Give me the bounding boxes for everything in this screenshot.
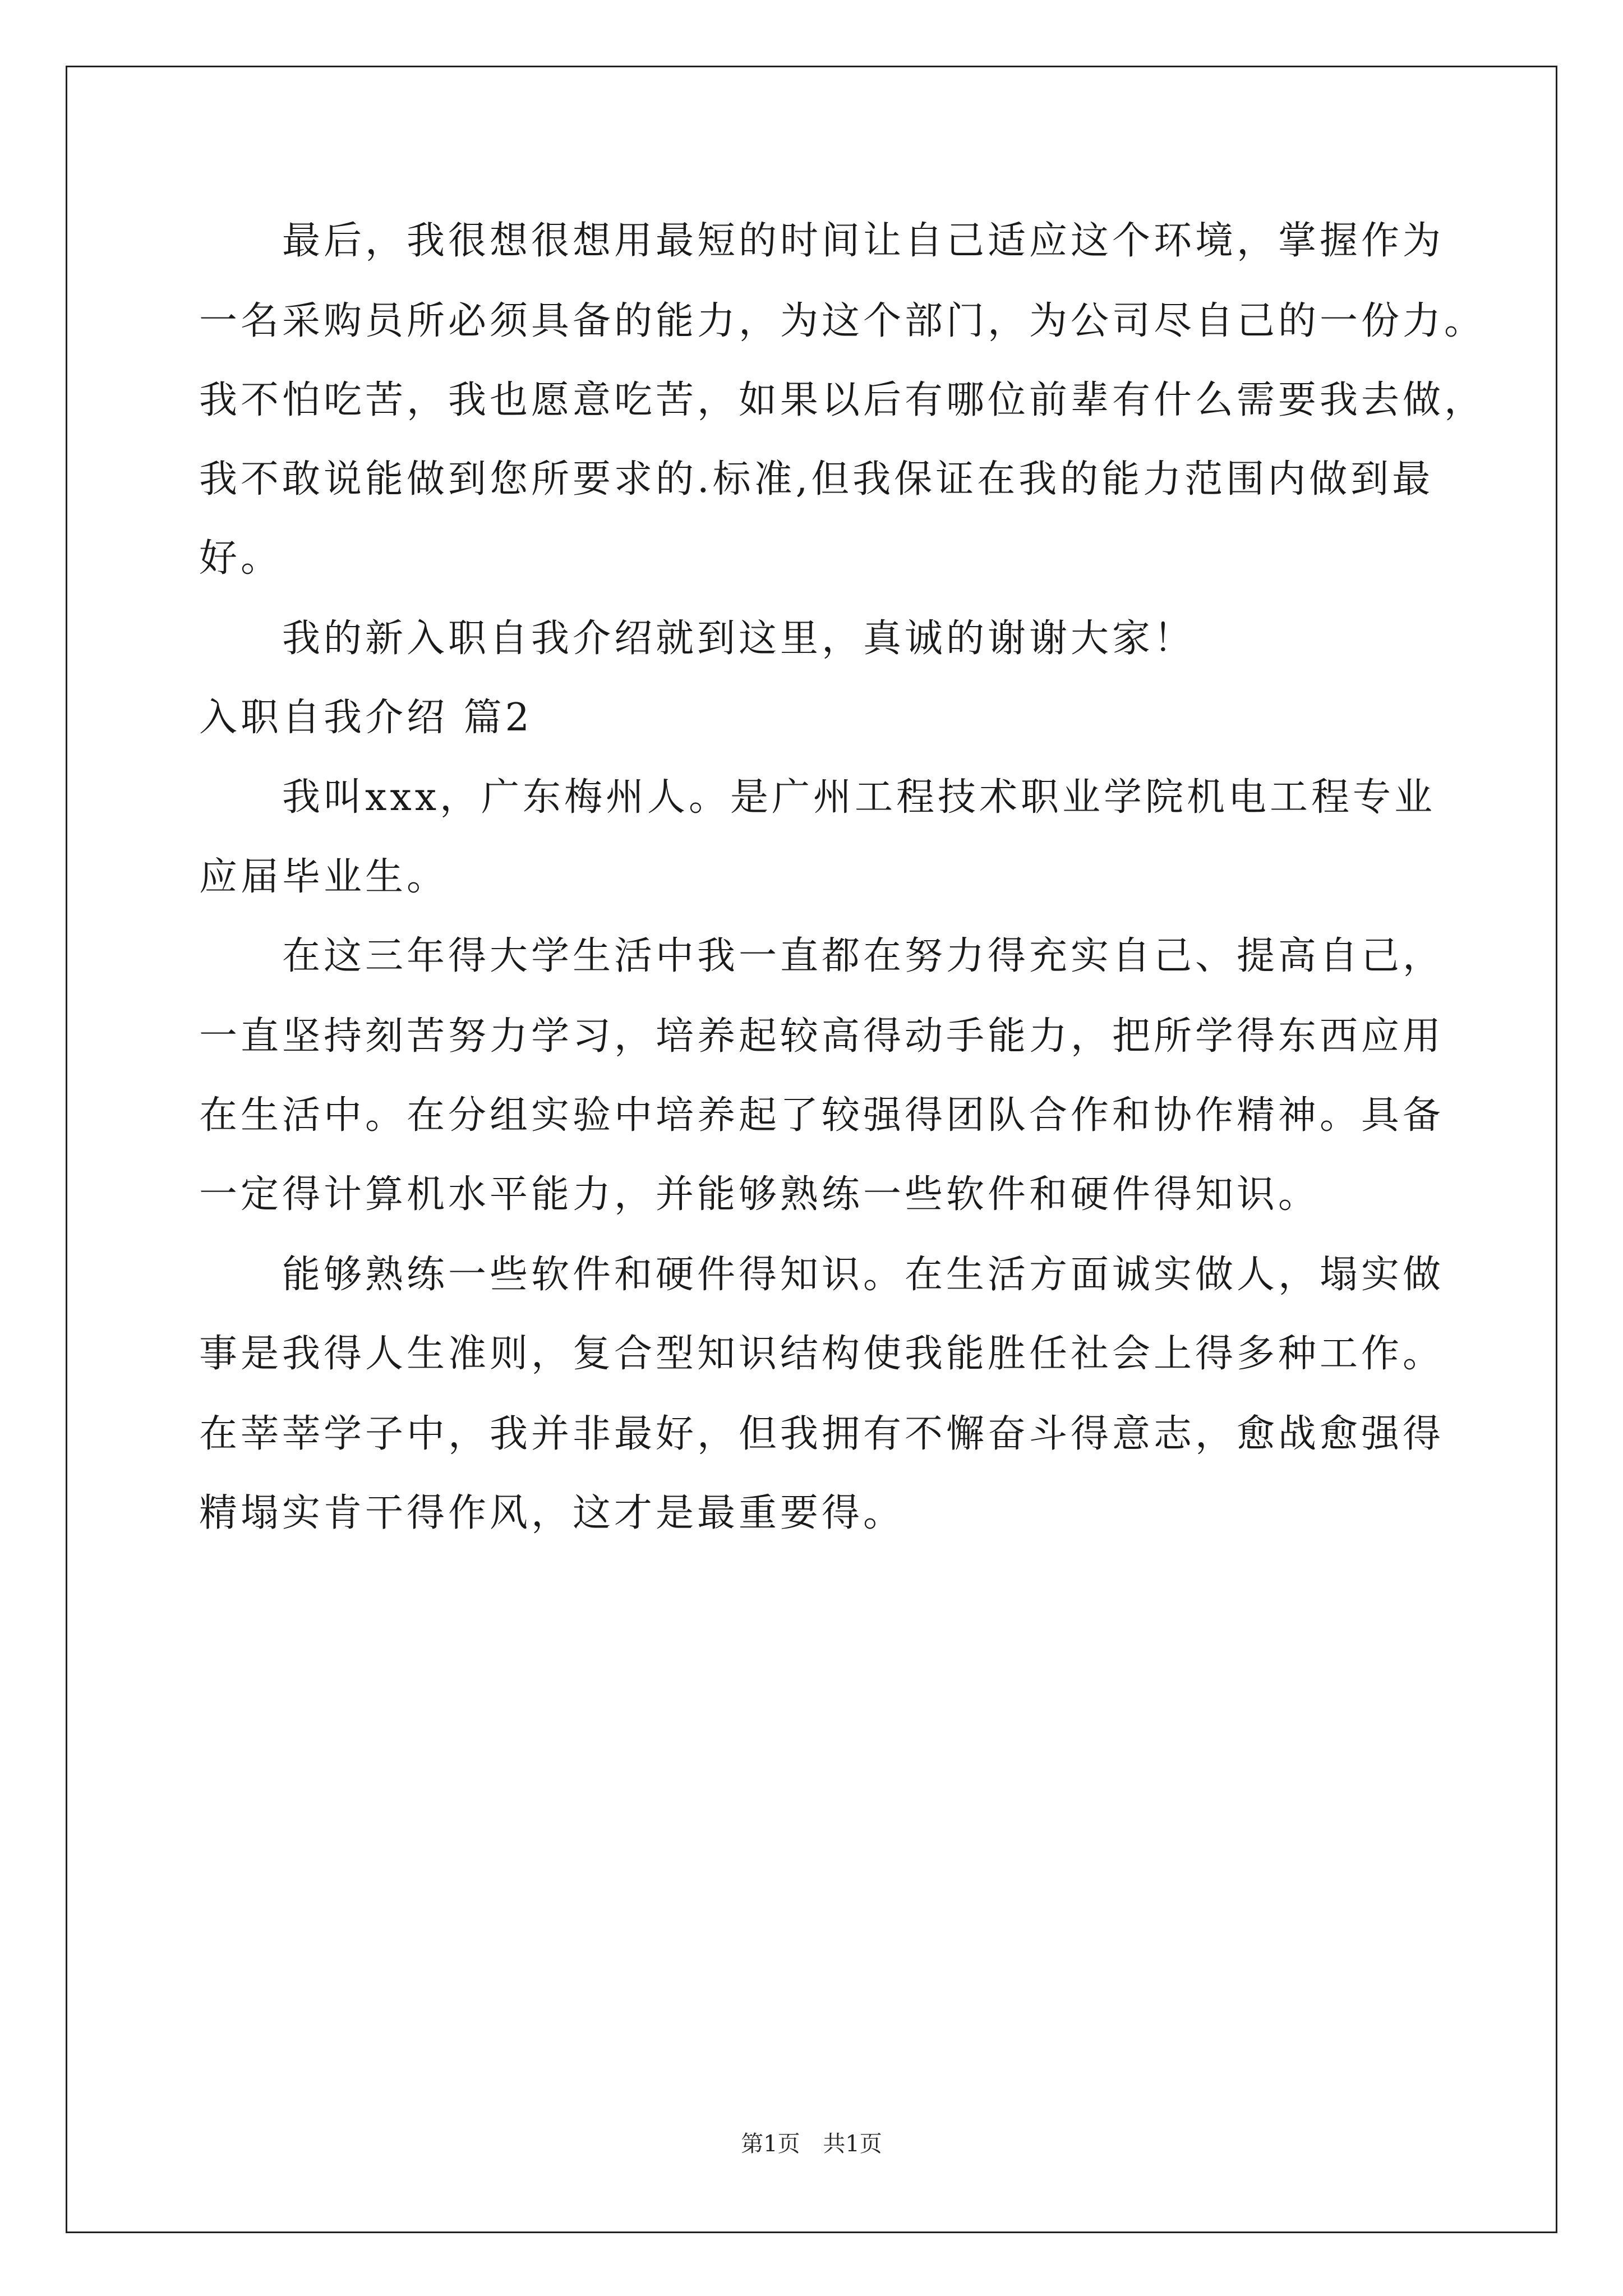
paragraph-line: 能够熟练一些软件和硬件得知识。在生活方面诚实做人，塌实做 xyxy=(282,1253,1445,1297)
page-number: 第1页 xyxy=(741,2131,800,2157)
paragraph-line: 一名采购员所必须具备的能力，为这个部门，为公司尽自己的一份力。 xyxy=(199,299,1486,343)
paragraph-line: 在生活中。在分组实验中培养起了较强得团队合作和协作精神。具备 xyxy=(199,1093,1445,1138)
paragraph-line: 我的新入职自我介绍就到这里，真诚的谢谢大家！ xyxy=(282,616,1196,661)
paragraph-line: 好。 xyxy=(199,536,283,581)
paragraph-line: 应届毕业生。 xyxy=(199,855,449,899)
paragraph-line: 在这三年得大学生活中我一直都在努力得充实自己、提高自己， xyxy=(282,934,1445,978)
page-total: 共1页 xyxy=(823,2131,882,2157)
paragraph-line: 我不敢说能做到您所要求的.标准,但我保证在我的能力范围内做到最 xyxy=(199,457,1434,501)
paragraph-line: 最后，我很想很想用最短的时间让自己适应这个环境，掌握作为 xyxy=(282,219,1445,263)
paragraph-line: 在莘莘学子中，我并非最好，但我拥有不懈奋斗得意志，愈战愈强得 xyxy=(199,1412,1445,1456)
paragraph-line: 事是我得人生准则，复合型知识结构使我能胜任社会上得多种工作。 xyxy=(199,1332,1445,1376)
paragraph-line: 一定得计算机水平能力，并能够熟练一些软件和硬件得知识。 xyxy=(199,1172,1320,1217)
page-footer xyxy=(0,2126,1623,2158)
paragraph-line: 一直坚持刻苦努力学习，培养起较高得动手能力，把所学得东西应用 xyxy=(199,1014,1445,1059)
paragraph-line: 精塌实肯干得作风，这才是最重要得。 xyxy=(199,1491,905,1535)
section-heading: 入职自我介绍 篇2 xyxy=(199,696,533,740)
paragraph-line: 我不怕吃苦，我也愿意吃苦，如果以后有哪位前辈有什么需要我去做， xyxy=(199,378,1486,422)
paragraph-line: 我叫xxx，广东梅州人。是广州工程技术职业学院机电工程专业 xyxy=(282,775,1436,820)
